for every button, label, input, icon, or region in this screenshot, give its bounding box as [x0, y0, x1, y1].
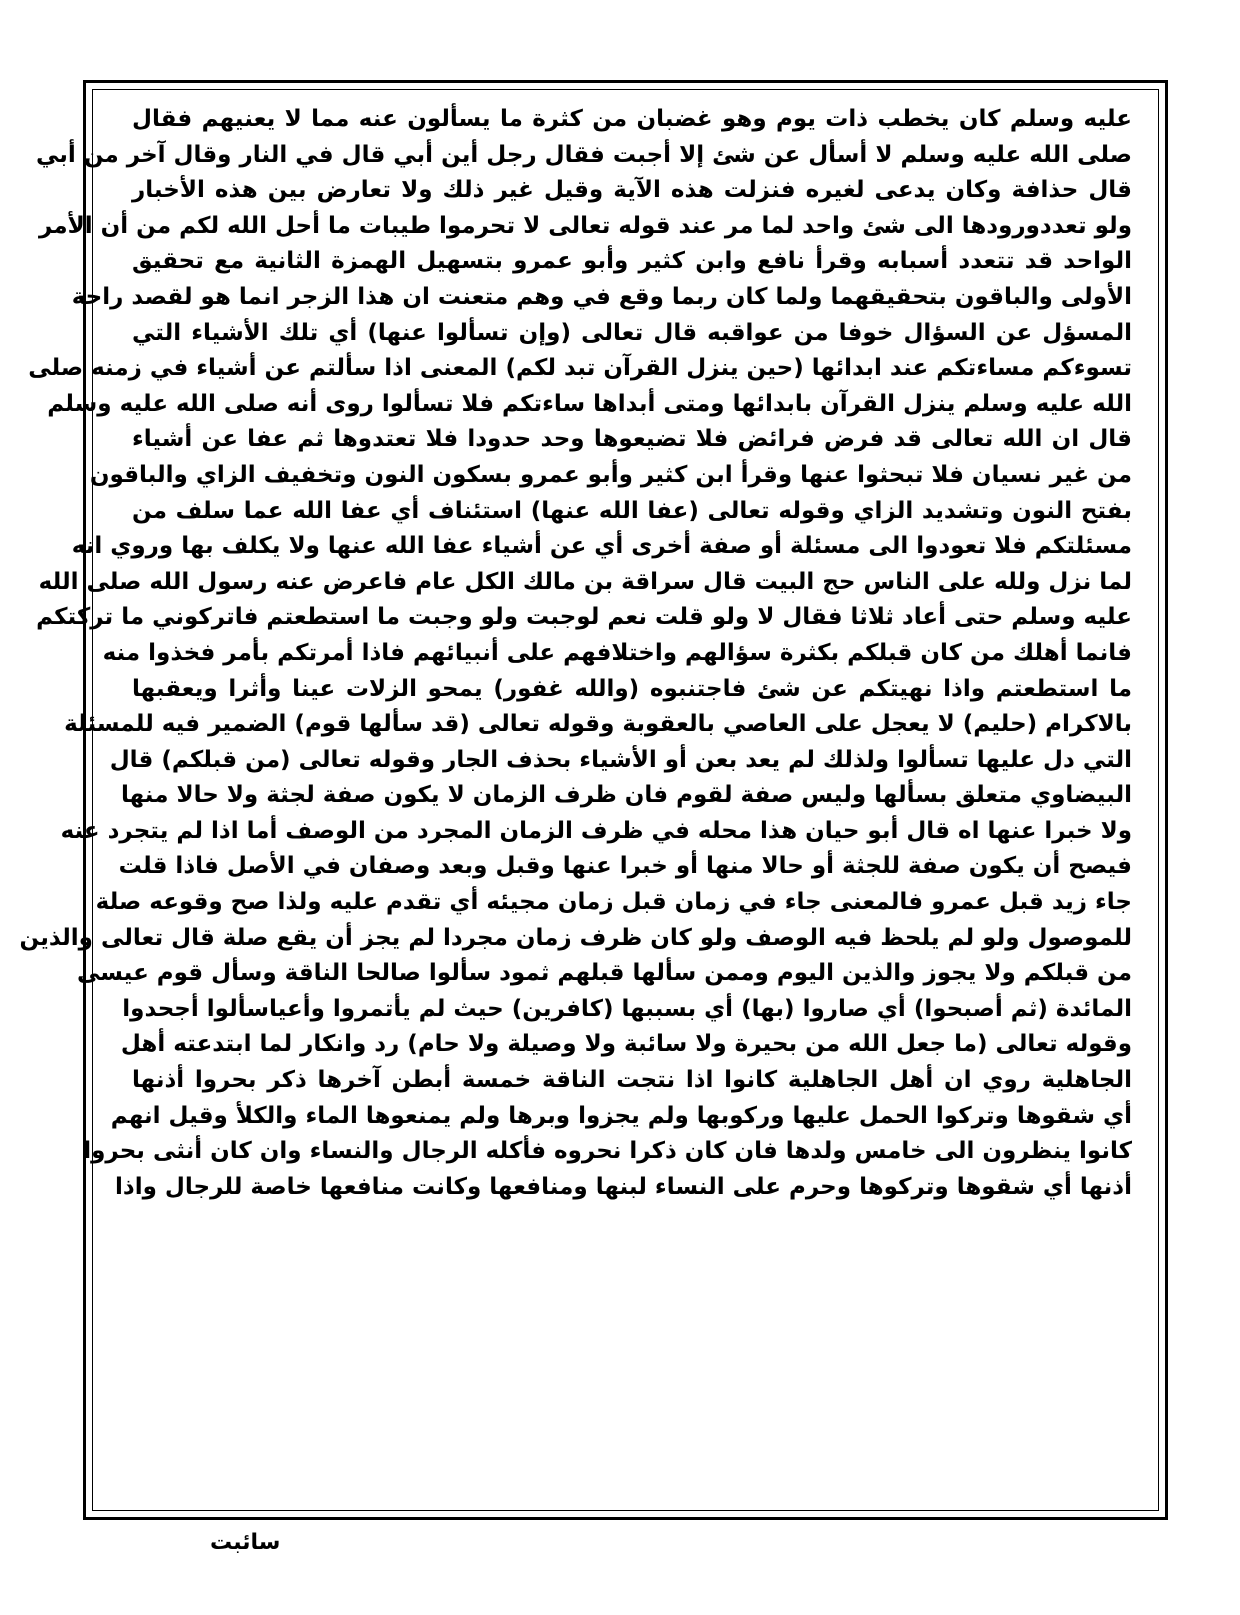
text-line: عليه وسلم حتى أعاد ثلاثا فقال لا ولو قلت نعم لوجبت ولو وجبت ما استطعتم فاتركوني ما تركتكم — [36, 604, 1132, 631]
text-line: ما استطعتم واذا نهيتكم عن شئ فاجتنبوه (والله غفور) يمحو الزلات عينا وأثرا ويعقبها — [132, 675, 1132, 702]
text-line: قال حذافة وكان يدعى لغيره فنزلت هذه الآية وقيل غير ذلك ولا تعارض بين هذه الأخبار — [132, 177, 1132, 204]
text-line: صلى الله عليه وسلم لا أسأل عن شئ إلا أجبت فقال رجل أين أبي قال في النار وقال آخر من أبي — [36, 141, 1132, 168]
text-line: جاء زيد قبل عمرو فالمعنى جاء في زمان قبل زمان مجيئه أي تقدم عليه ولذا صح وقوعه صلة — [95, 889, 1132, 916]
text-line: وقوله تعالى (ما جعل الله من بحيرة ولا سائبة ولا وصيلة ولا حام) رد وانكار لما ابتدعته أهل — [120, 1031, 1132, 1058]
text-line: كانوا ينظرون الى خامس ولدها فان كان ذكرا نحروه فأكله الرجال والنساء وان كان أنثى بحروا — [83, 1138, 1132, 1165]
text-line: الجاهلية روي ان أهل الجاهلية كانوا اذا نتجت الناقة خمسة أبطن آخرها ذكر بحروا أذنها — [132, 1067, 1132, 1094]
text-line: قال ان الله تعالى قد فرض فرائض فلا تضيعوها وحد حدودا فلا تعتدوها ثم عفا عن أشياء — [132, 426, 1132, 453]
text-line: المسؤل عن السؤال خوفا من عواقبه قال تعالى (وإن تسألوا عنها) أي تلك الأشياء التي — [132, 319, 1132, 346]
text-line: من قبلكم ولا يجوز والذين اليوم وممن سألها قبلهم ثمود سألوا صالحا الناقة وسأل قوم عيسى — [77, 960, 1132, 987]
text-line: الله عليه وسلم ينزل القرآن بابدائها ومتى أبداها ساءتكم فلا تسألوا روى أنه صلى الله عليه وسلم — [47, 390, 1132, 417]
text-line: فيصح أن يكون صفة للجثة أو حالا منها أو خبرا عنها وقبل وبعد وصفان في الأصل فاذا قلت — [118, 853, 1132, 880]
text-line: فانما أهلك من كان قبلكم بكثرة سؤالهم واختلافهم على أنبيائهم فاذا أمرتكم بأمر فخذوا منه — [102, 639, 1132, 666]
text-line: الأولى والباقون بتحقيقهما ولما كان ربما وقع في وهم متعنت ان هذا الزجر انما هو لقصد راحة — [71, 283, 1132, 310]
text-line: مسئلتكم فلا تعودوا الى مسئلة أو صفة أخرى أي عن أشياء عفا الله عنها ولا يكلف بها وروي انه — [71, 533, 1132, 560]
text-line: ولا خبرا عنها اه قال أبو حيان هذا محله في ظرف الزمان المجرد من الوصف أما اذا لم يتجرد عنه — [60, 817, 1132, 844]
text-line: أي شقوها وتركوا الحمل عليها وركوبها ولم يجزوا وبرها ولم يمنعوها الماء والكلأ وقيل انهم — [110, 1102, 1132, 1129]
text-line: للموصول ولو لم يلحظ فيه الوصف ولو كان ظرف زمان مجردا لم يجز أن يقع صلة قال تعالى والذين — [19, 924, 1132, 951]
text-line: الواحد قد تتعدد أسبابه وقرأ نافع وابن كثير وأبو عمرو بتسهيل الهمزة الثانية مع تحقيق — [132, 248, 1132, 275]
text-line: بفتح النون وتشديد الزاي وقوله تعالى (عفا الله عنها) استئناف أي عفا الله عما سلف من — [132, 497, 1132, 524]
text-line: ولو تعددورودها الى شئ واحد لما مر عند قوله تعالى لا تحرموا طيبات ما أحل الله لكم من أن الأمر — [39, 212, 1132, 239]
text-line: التي دل عليها تسألوا ولذلك لم يعد بعن أو الأشياء بحذف الجار وقوله تعالى (من قبلكم) قال — [109, 746, 1132, 773]
text-line: من غير نسيان فلا تبحثوا عنها وقرأ ابن كثير وأبو عمرو بسكون النون وتخفيف الزاي والباقون — [89, 461, 1132, 488]
body-text — [19, 102, 1132, 1205]
text-line: البيضاوي متعلق بسألها وليس صفة لقوم فان ظرف الزمان لا يكون صفة لجثة ولا حالا منها — [120, 782, 1132, 809]
text-line: عليه وسلم كان يخطب ذات يوم وهو غضبان من كثرة ما يسألون عنه مما لا يعنيهم فقال — [132, 106, 1132, 132]
catchword: سائبت — [210, 1530, 281, 1555]
text-line: أذنها أي شقوها وتركوها وحرم على النساء لبنها ومنافعها وكانت منافعها خاصة للرجال واذا — [115, 1173, 1132, 1200]
text-line: تسوءكم مساءتكم عند ابدائها (حين ينزل القرآن تبد لكم) المعنى اذا سألتم عن أشياء في زمنه صلى — [28, 355, 1132, 382]
text-line: لما نزل ولله على الناس حج البيت قال سراقة بن مالك الكل عام فاعرض عنه رسول الله صلى الله — [38, 568, 1132, 595]
text-line: المائدة (ثم أصبحوا) أي صاروا (بها) أي بسببها (كافرين) حيث لم يأتمروا وأعياسألوا أجحدوا — [122, 995, 1132, 1022]
text-line: بالاكرام (حليم) لا يعجل على العاصي بالعقوبة وقوله تعالى (قد سألها قوم) الضمير فيه للمسئلة — [64, 711, 1132, 738]
